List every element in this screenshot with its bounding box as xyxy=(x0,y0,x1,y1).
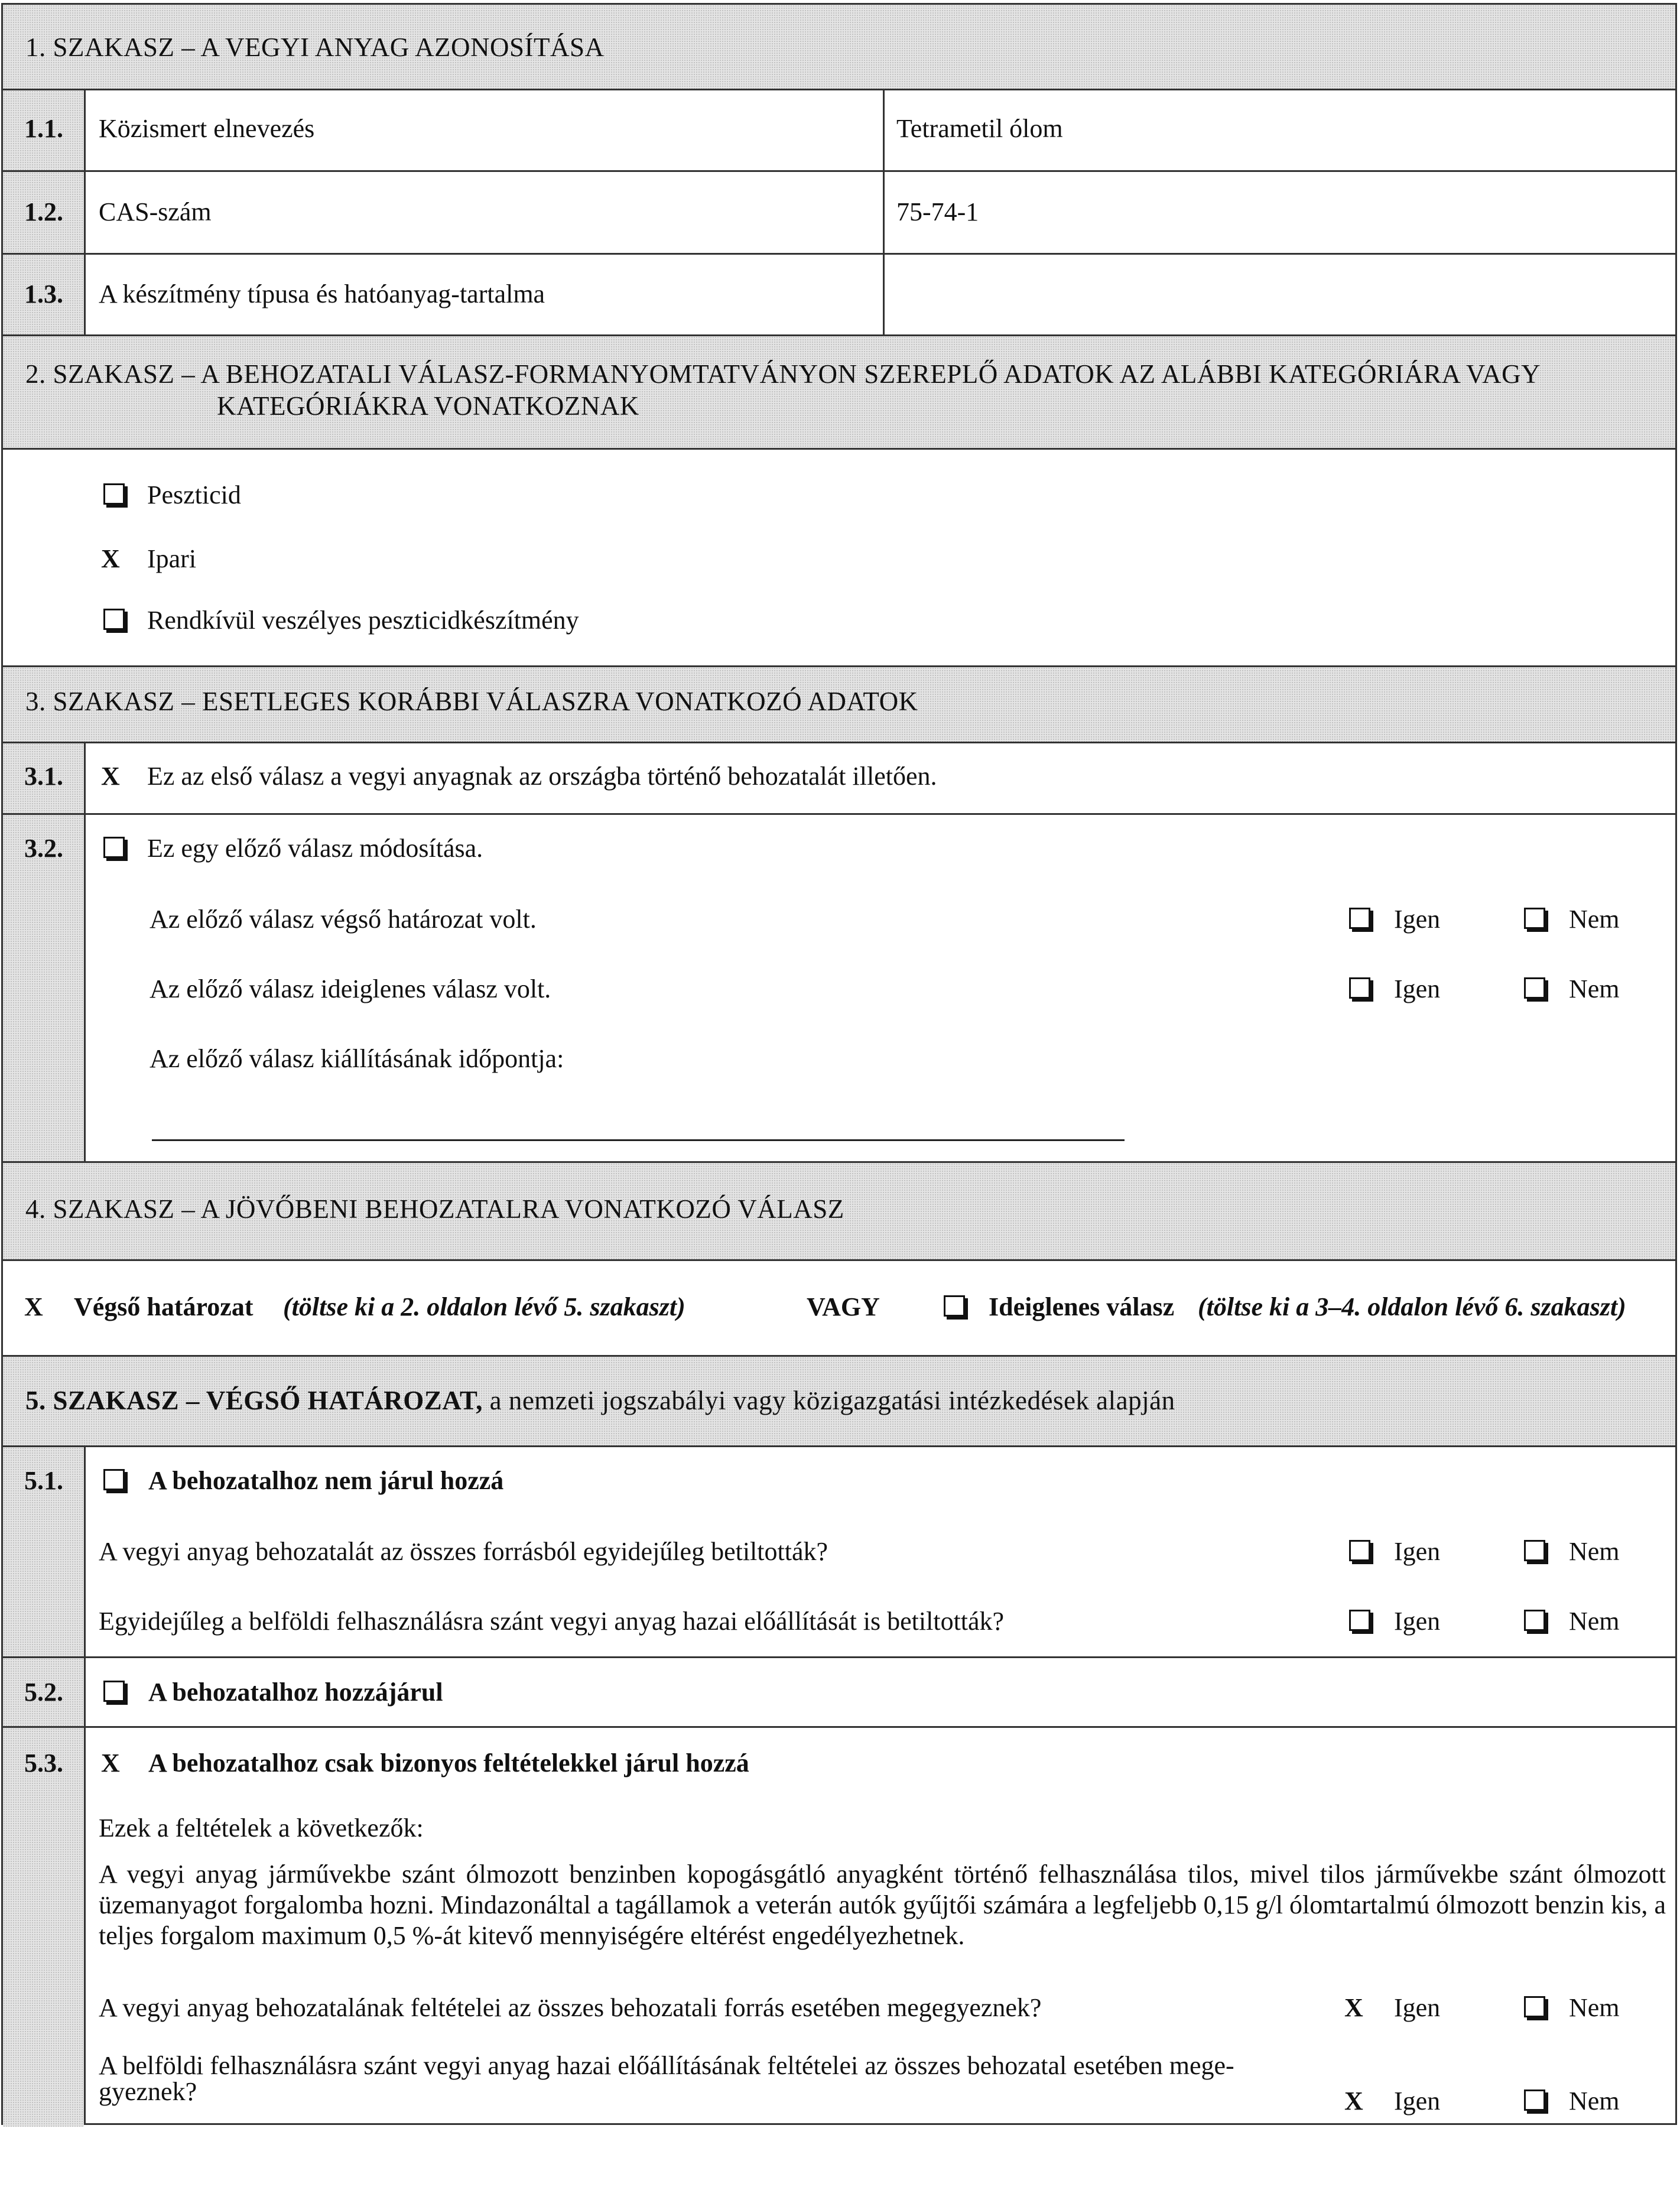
common-name-value: Tetrametil ólom xyxy=(896,114,1063,143)
section-3-header xyxy=(3,667,1675,742)
row-5-3-number: 5.3. xyxy=(24,1749,63,1777)
conditional-consent-check-mark[interactable]: X xyxy=(101,1749,120,1777)
domestic-conditions-yes-mark[interactable]: X xyxy=(1344,2087,1363,2115)
import-banned-no-label: Nem xyxy=(1569,1537,1620,1566)
domestic-conditions-no-label: Nem xyxy=(1569,2087,1620,2115)
prev-final-question: Az előző válasz végső határozat volt. xyxy=(150,905,537,934)
not-consent-checkbox[interactable] xyxy=(103,1469,125,1490)
industrial-check-mark[interactable]: X xyxy=(101,544,120,573)
section-2-header xyxy=(3,336,1675,448)
domestic-banned-yes-checkbox[interactable] xyxy=(1349,1610,1370,1631)
prev-date-question: Az előző válasz kiállításának időpontja: xyxy=(150,1044,564,1073)
final-decision-label: Végső határozat xyxy=(74,1292,254,1321)
prev-interim-no-label: Nem xyxy=(1569,974,1620,1003)
section-4-header xyxy=(3,1163,1675,1259)
modification-text: Ez egy előző válasz módosítása. xyxy=(147,834,483,863)
domestic-banned-yes-label: Igen xyxy=(1394,1607,1441,1636)
prev-final-no-label: Nem xyxy=(1569,905,1620,934)
common-name-label: Közismert elnevezés xyxy=(99,114,315,143)
row-3-2-number-cell xyxy=(3,815,84,1161)
prev-interim-no-checkbox[interactable] xyxy=(1524,977,1545,999)
first-response-check-mark[interactable]: X xyxy=(101,762,120,791)
prev-interim-yes-checkbox[interactable] xyxy=(1349,977,1370,999)
not-consent-title: A behozatalhoz nem járul hozzá xyxy=(148,1466,504,1495)
consent-title: A behozatalhoz hozzájárul xyxy=(148,1678,443,1707)
conditional-consent-title: A behozatalhoz csak bizonyos feltételekkel járul hozzá xyxy=(148,1749,749,1777)
cas-number-value: 75-74-1 xyxy=(896,197,979,226)
final-decision-check-mark[interactable]: X xyxy=(24,1292,43,1321)
domestic-conditions-question-line1: A belföldi felhasználásra szánt vegyi anyag hazai előállításának feltételei az összes behozatal esetében mege- xyxy=(99,2051,1234,2080)
row-5-3-number-cell xyxy=(3,1728,84,2127)
domestic-conditions-no-checkbox[interactable] xyxy=(1524,2089,1545,2111)
section-1-title: 1. SZAKASZ – A VEGYI ANYAG AZONOSÍTÁSA xyxy=(25,33,605,62)
interim-response-checkbox[interactable] xyxy=(944,1295,965,1317)
section-3-title: 3. SZAKASZ – ESETLEGES KORÁBBI VÁLASZRA VONATKOZÓ ADATOK xyxy=(25,687,918,716)
prev-final-yes-checkbox[interactable] xyxy=(1349,908,1370,929)
domestic-banned-no-checkbox[interactable] xyxy=(1524,1610,1545,1631)
section-5-header xyxy=(3,1357,1675,1445)
conditions-intro: Ezek a feltételek a következők: xyxy=(99,1814,424,1842)
import-conditions-no-label: Nem xyxy=(1569,1993,1620,2022)
import-banned-question: A vegyi anyag behozatalát az összes forrásból egyidejűleg betiltották? xyxy=(99,1537,828,1566)
consent-checkbox[interactable] xyxy=(103,1681,125,1702)
domestic-production-banned-question: Egyidejűleg a belföldi felhasználásra szánt vegyi anyag hazai előállítását is betiltották? xyxy=(99,1607,1005,1636)
interim-response-label: Ideiglenes válasz xyxy=(989,1292,1175,1321)
prev-final-no-checkbox[interactable] xyxy=(1524,908,1545,929)
prev-date-field[interactable] xyxy=(152,1139,1125,1141)
interim-response-note: (töltse ki a 3–4. oldalon lévő 6. szakaszt) xyxy=(1198,1292,1626,1321)
import-conditions-yes-label: Igen xyxy=(1394,1993,1441,2022)
domestic-conditions-question-line2: gyeznek? xyxy=(99,2077,197,2106)
row-5-1-number: 5.1. xyxy=(24,1466,63,1495)
import-conditions-question: A vegyi anyag behozatalának feltételei az összes behozatali forrás esetében megegyeznek? xyxy=(99,1993,1042,2022)
row-3-1-number: 3.1. xyxy=(24,762,63,791)
first-response-text: Ez az első válasz a vegyi anyagnak az országba történő behozatalát illetően. xyxy=(147,762,937,791)
severely-hazardous-checkbox[interactable] xyxy=(103,609,125,630)
cas-number-label: CAS-szám xyxy=(99,197,212,226)
section-5-title: 5. SZAKASZ – VÉGSŐ HATÁROZAT, xyxy=(25,1386,483,1415)
section-1-header xyxy=(3,5,1675,89)
conditions-paragraph: A vegyi anyag járművekbe szánt ólmozott benzinben kopogásgátló anyagként történő felhasználása tilos, mivel tilos járművekbe szánt ólmozott üzemanyagot forgalomba hozni. Mindazonáltal a tagállamok a veterán autók gyűjtői számára a legfeljebb 0,15 g/l ólomtartalmú ólmozott benzin kis, a teljes forgalom maximum 0,5 %-át kitevő mennyiségére eltérést engedélyezhetnek. xyxy=(99,1860,1666,1950)
pesticide-label: Peszticid xyxy=(147,480,241,509)
section-2-title-line1: 2. SZAKASZ – A BEHOZATALI VÁLASZ-FORMANYOMTATVÁNYON SZEREPLŐ ADATOK AZ ALÁBBI KATEGÓRIÁRA VAGY xyxy=(25,359,1541,389)
row-1-1-number: 1.1. xyxy=(24,114,63,143)
domestic-conditions-yes-label: Igen xyxy=(1394,2087,1441,2115)
final-decision-note: (töltse ki a 2. oldalon lévő 5. szakaszt) xyxy=(283,1292,685,1321)
section-4-title: 4. SZAKASZ – A JÖVŐBENI BEHOZATALRA VONATKOZÓ VÁLASZ xyxy=(25,1194,844,1224)
row-1-3-number: 1.3. xyxy=(24,280,63,308)
pesticide-checkbox[interactable] xyxy=(103,483,125,505)
import-conditions-yes-mark[interactable]: X xyxy=(1344,1993,1363,2022)
import-banned-yes-checkbox[interactable] xyxy=(1349,1540,1370,1561)
row-3-2-number: 3.2. xyxy=(24,834,63,863)
row-1-2-number: 1.2. xyxy=(24,197,63,226)
prev-interim-yes-label: Igen xyxy=(1394,974,1441,1003)
modification-checkbox[interactable] xyxy=(103,837,125,858)
prev-final-yes-label: Igen xyxy=(1394,905,1441,934)
import-banned-no-checkbox[interactable] xyxy=(1524,1540,1545,1561)
import-banned-yes-label: Igen xyxy=(1394,1537,1441,1566)
row-5-2-number: 5.2. xyxy=(24,1678,63,1707)
severely-hazardous-label: Rendkívül veszélyes peszticidkészítmény xyxy=(147,606,579,635)
industrial-label: Ipari xyxy=(147,544,197,573)
section-5-subtitle: a nemzeti jogszabályi vagy közigazgatási intézkedések alapján xyxy=(489,1386,1175,1415)
domestic-banned-no-label: Nem xyxy=(1569,1607,1620,1636)
import-response-form xyxy=(1,3,1677,2125)
formulation-label: A készítmény típusa és hatóanyag-tartalma xyxy=(99,280,545,308)
or-label: VAGY xyxy=(807,1292,880,1321)
prev-interim-question: Az előző válasz ideiglenes válasz volt. xyxy=(150,974,551,1003)
section-2-title-line2: KATEGÓRIÁKRA VONATKOZNAK xyxy=(217,391,639,421)
import-conditions-no-checkbox[interactable] xyxy=(1524,1996,1545,2017)
